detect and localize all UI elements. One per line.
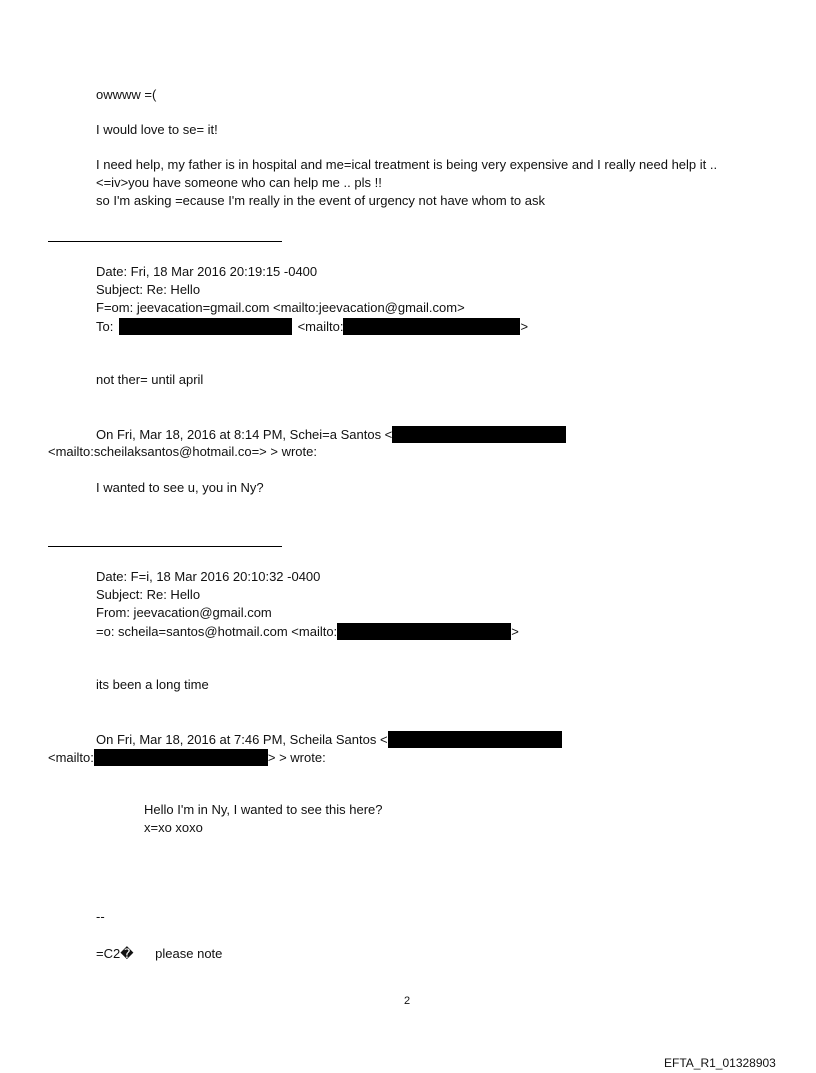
header-to [96,623,519,640]
separator-rule [48,546,282,547]
redaction-block [388,731,562,748]
message-line: its been a long time [96,677,209,692]
signature-note [96,946,222,962]
redaction-block [343,318,520,335]
header-subject: Subject: Re: Hello [96,282,201,297]
message-line: I would love to se= it! [96,122,218,137]
message-line: I wanted to see u, you in Ny? [96,480,264,495]
header-to-text: =o: scheila=santos@hotmail.com <mailto: [96,624,338,639]
quote-intro [96,426,566,443]
header-to [96,318,528,335]
message-line: so I'm asking =ecause I'm really in the event of urgency not have whom to ask [96,193,546,208]
quote-intro-text: On Fri, Mar 18, 2016 at 7:46 PM, Scheila Santos < [96,732,388,747]
header-from: F=om: jeevacation=gmail.com <mailto:jeevacation@gmail.com> [96,300,465,315]
quote-mailto-suffix: > > wrote: [267,750,326,765]
header-subject: Subject: Re: Hello [96,587,201,602]
redaction-block [94,749,268,766]
separator-rule [48,241,282,242]
quoted-message-line: Hello I'm in Ny, I wanted to see this here? [144,802,383,817]
redaction-block [337,623,511,640]
quote-intro-mailto [48,749,326,766]
header-from: From: jeevacation@gmail.com [96,605,272,620]
header-to-close: > [511,624,519,639]
quote-intro-mailto: <mailto:scheilaksantos@hotmail.co=> > wrote: [48,444,317,459]
quote-mailto-prefix: <mailto: [48,750,94,765]
bates-number: EFTA_R1_01328903 [664,1056,776,1070]
header-to-label: To: [96,319,114,334]
message-line: I need help, my father is in hospital and me=ical treatment is being very expensive and I really need help it .. [96,157,718,172]
message-line: <=iv>you have someone who can help me .. pls !! [96,175,382,190]
header-to-mailto: <mailto: [297,319,344,334]
header-date: Date: F=i, 18 Mar 2016 20:10:32 -0400 [96,569,321,584]
signature-dashes: -- [96,909,105,924]
header-to-close: > [520,319,529,334]
signature-code: =C2� [96,946,134,961]
quote-intro-text: On Fri, Mar 18, 2016 at 8:14 PM, Schei=a Santos < [96,427,393,442]
redaction-block [119,318,292,335]
signature-note-text: please note [155,946,223,961]
quote-intro [96,731,562,748]
message-line: not ther= until april [96,372,204,387]
header-date: Date: Fri, 18 Mar 2016 20:19:15 -0400 [96,264,318,279]
message-line: owwww =( [96,87,157,102]
redaction-block [392,426,566,443]
page-number: 2 [404,995,411,1007]
quoted-message-line: x=xo xoxo [144,820,203,835]
